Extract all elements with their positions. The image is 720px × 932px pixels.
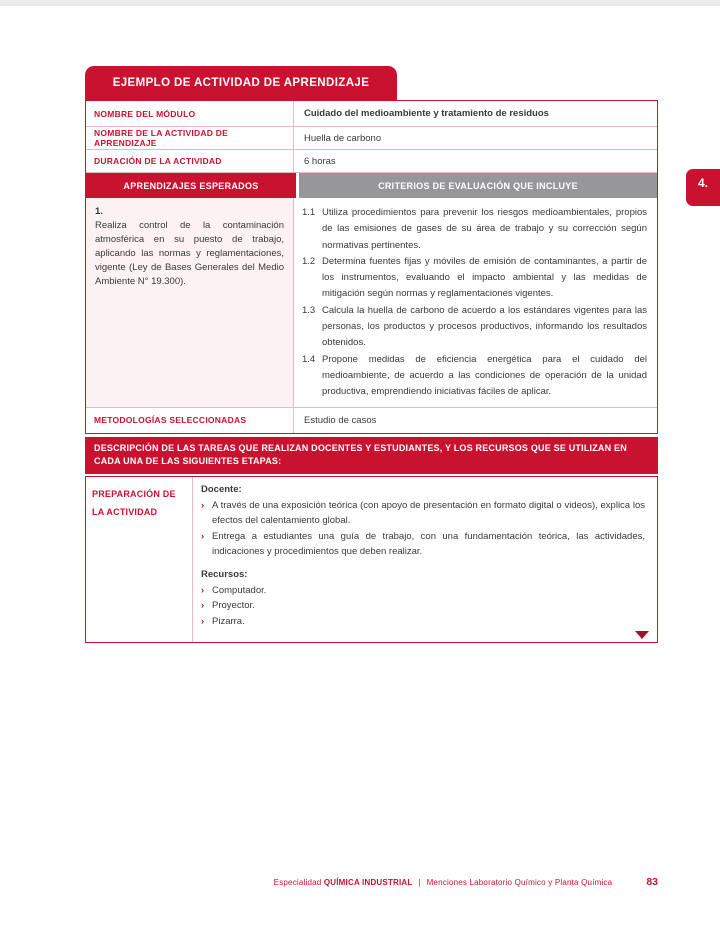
expected-learning-header <box>86 173 296 198</box>
docente-item-text: A través de una exposición teórica (con apoyo de presentación en formato digital o videos), explica los efectos del calentamiento global. <box>212 499 645 527</box>
list-item <box>201 598 645 614</box>
footer-mentions: Menciones Laboratorio Químico y Planta Química <box>426 878 613 887</box>
chapter-number: 4. <box>697 176 708 190</box>
recursos-item-text: Proyector. <box>212 600 255 612</box>
recursos-item-text: Computador. <box>212 584 267 596</box>
activity-name-label-cell <box>86 127 294 149</box>
page-edge <box>0 0 720 6</box>
footer-specialty-prefix: Especialidad <box>273 878 322 887</box>
criteria-number: 1.2 <box>302 255 316 267</box>
chevron-bullet-icon: › <box>201 615 205 627</box>
criteria-text: Calcula la huella de carbono de acuerdo a los estándares vigentes para las personas, los productos y procesos productivos, informando los resultados obtenidos. <box>322 304 647 349</box>
methodology-label-cell <box>86 408 294 433</box>
table-row-activity-name <box>86 127 657 150</box>
learning-text: Realiza control de la contaminación atmosférica en su puesto de trabajo, aplicando las normas y reglamentaciones, vigente (Ley de Bases Generales del Medio Ambiente N° 19.300). <box>95 220 284 287</box>
criteria-header-row <box>86 173 657 198</box>
chevron-bullet-icon: › <box>201 499 205 511</box>
criteria-item <box>302 205 647 254</box>
chapter-tab <box>686 169 720 206</box>
footer-specialty-name: QUÍMICA INDUSTRIAL <box>323 878 413 887</box>
description-banner-text: DESCRIPCIÓN DE LAS TAREAS QUE REALIZAN DOCENTES Y ESTUDIANTES, Y LOS RECURSOS QUE SE UTILIZAN EN CADA UNA DE LAS SIGUIENTES ETAPAS: <box>94 442 627 467</box>
duration-label-cell <box>86 150 294 172</box>
list-item <box>201 498 645 529</box>
criteria-number: 1.4 <box>302 353 316 365</box>
criteria-item <box>302 303 647 352</box>
criteria-number: 1.3 <box>302 304 316 316</box>
expected-learning-cell <box>86 198 294 407</box>
activity-name-label: NOMBRE DE LA ACTIVIDAD DE APRENDIZAJE <box>94 128 229 148</box>
preparation-section <box>85 476 658 643</box>
criteria-item <box>302 254 647 303</box>
chevron-bullet-icon: › <box>201 584 205 596</box>
activity-name-value: Huella de carbono <box>304 132 382 144</box>
activity-table <box>85 100 658 434</box>
module-label-cell <box>86 101 294 126</box>
table-row-module <box>86 101 657 127</box>
evaluation-criteria-header <box>299 173 657 198</box>
criteria-text: Utiliza procedimientos para prevenir los riesgos medioambientales, propios de las emisiones de gases de su área de trabajo y su corrección según normativas pertinentes. <box>322 207 647 251</box>
docente-item-text: Entrega a estudiantes una guía de trabajo, con una fundamentación teórica, las actividades, indicaciones y procedimientos que deben realizar. <box>212 530 645 558</box>
title-banner <box>85 66 397 100</box>
methodology-label: METODOLOGÍAS SELECCIONADAS <box>94 415 247 426</box>
chevron-bullet-icon: › <box>201 600 205 612</box>
preparation-content-cell <box>193 477 657 642</box>
criteria-item <box>302 352 647 401</box>
duration-value: 6 horas <box>304 155 336 167</box>
recursos-item-text: Pizarra. <box>212 615 245 627</box>
continuation-arrow-icon <box>635 631 649 639</box>
list-item <box>201 583 645 599</box>
module-value: Cuidado del medioambiente y tratamiento de residuos <box>304 108 549 119</box>
criteria-text: Determina fuentes fijas y móviles de emisión de contaminantes, a partir de los instrumentos, evaluando el impacto ambiental y las medidas de mitigación según normas y reglamentaciones vigentes. <box>322 255 647 300</box>
duration-label: DURACIÓN DE LA ACTIVIDAD <box>94 156 222 166</box>
stage-label-cell <box>86 477 193 642</box>
footer-separator: | <box>418 878 421 887</box>
learning-number: 1. <box>95 206 103 217</box>
table-row-duration <box>86 150 657 173</box>
page-number: 83 <box>646 876 658 888</box>
description-banner <box>85 437 658 474</box>
evaluation-criteria-cell <box>294 198 657 407</box>
page-footer <box>85 876 658 888</box>
module-label: NOMBRE DEL MÓDULO <box>94 108 196 119</box>
recursos-label: Recursos: <box>201 568 248 580</box>
criteria-content-row <box>86 198 657 407</box>
chevron-bullet-icon: › <box>201 530 205 542</box>
evaluation-criteria-header-label: CRITERIOS DE EVALUACIÓN QUE INCLUYE <box>378 180 578 191</box>
stage-label: PREPARACIÓN DE LA ACTIVIDAD <box>92 488 176 517</box>
table-row-methodology <box>86 407 657 433</box>
list-item <box>201 614 645 630</box>
criteria-number: 1.1 <box>302 207 316 218</box>
criteria-text: Propone medidas de eficiencia energética para el cuidado del medioambiente, de acuerdo a las condiciones de operación de la unidad productiva, emprendiendo iniciativas fáciles de aplicar. <box>322 353 647 398</box>
activity-document <box>85 66 658 643</box>
page-title: EJEMPLO DE ACTIVIDAD DE APRENDIZAJE <box>112 77 370 89</box>
footer-specialty <box>274 878 413 887</box>
methodology-value: Estudio de casos <box>304 414 377 426</box>
expected-learning-header-label: APRENDIZAJES ESPERADOS <box>123 180 259 191</box>
list-item <box>201 529 645 560</box>
docente-label: Docente: <box>201 483 242 495</box>
